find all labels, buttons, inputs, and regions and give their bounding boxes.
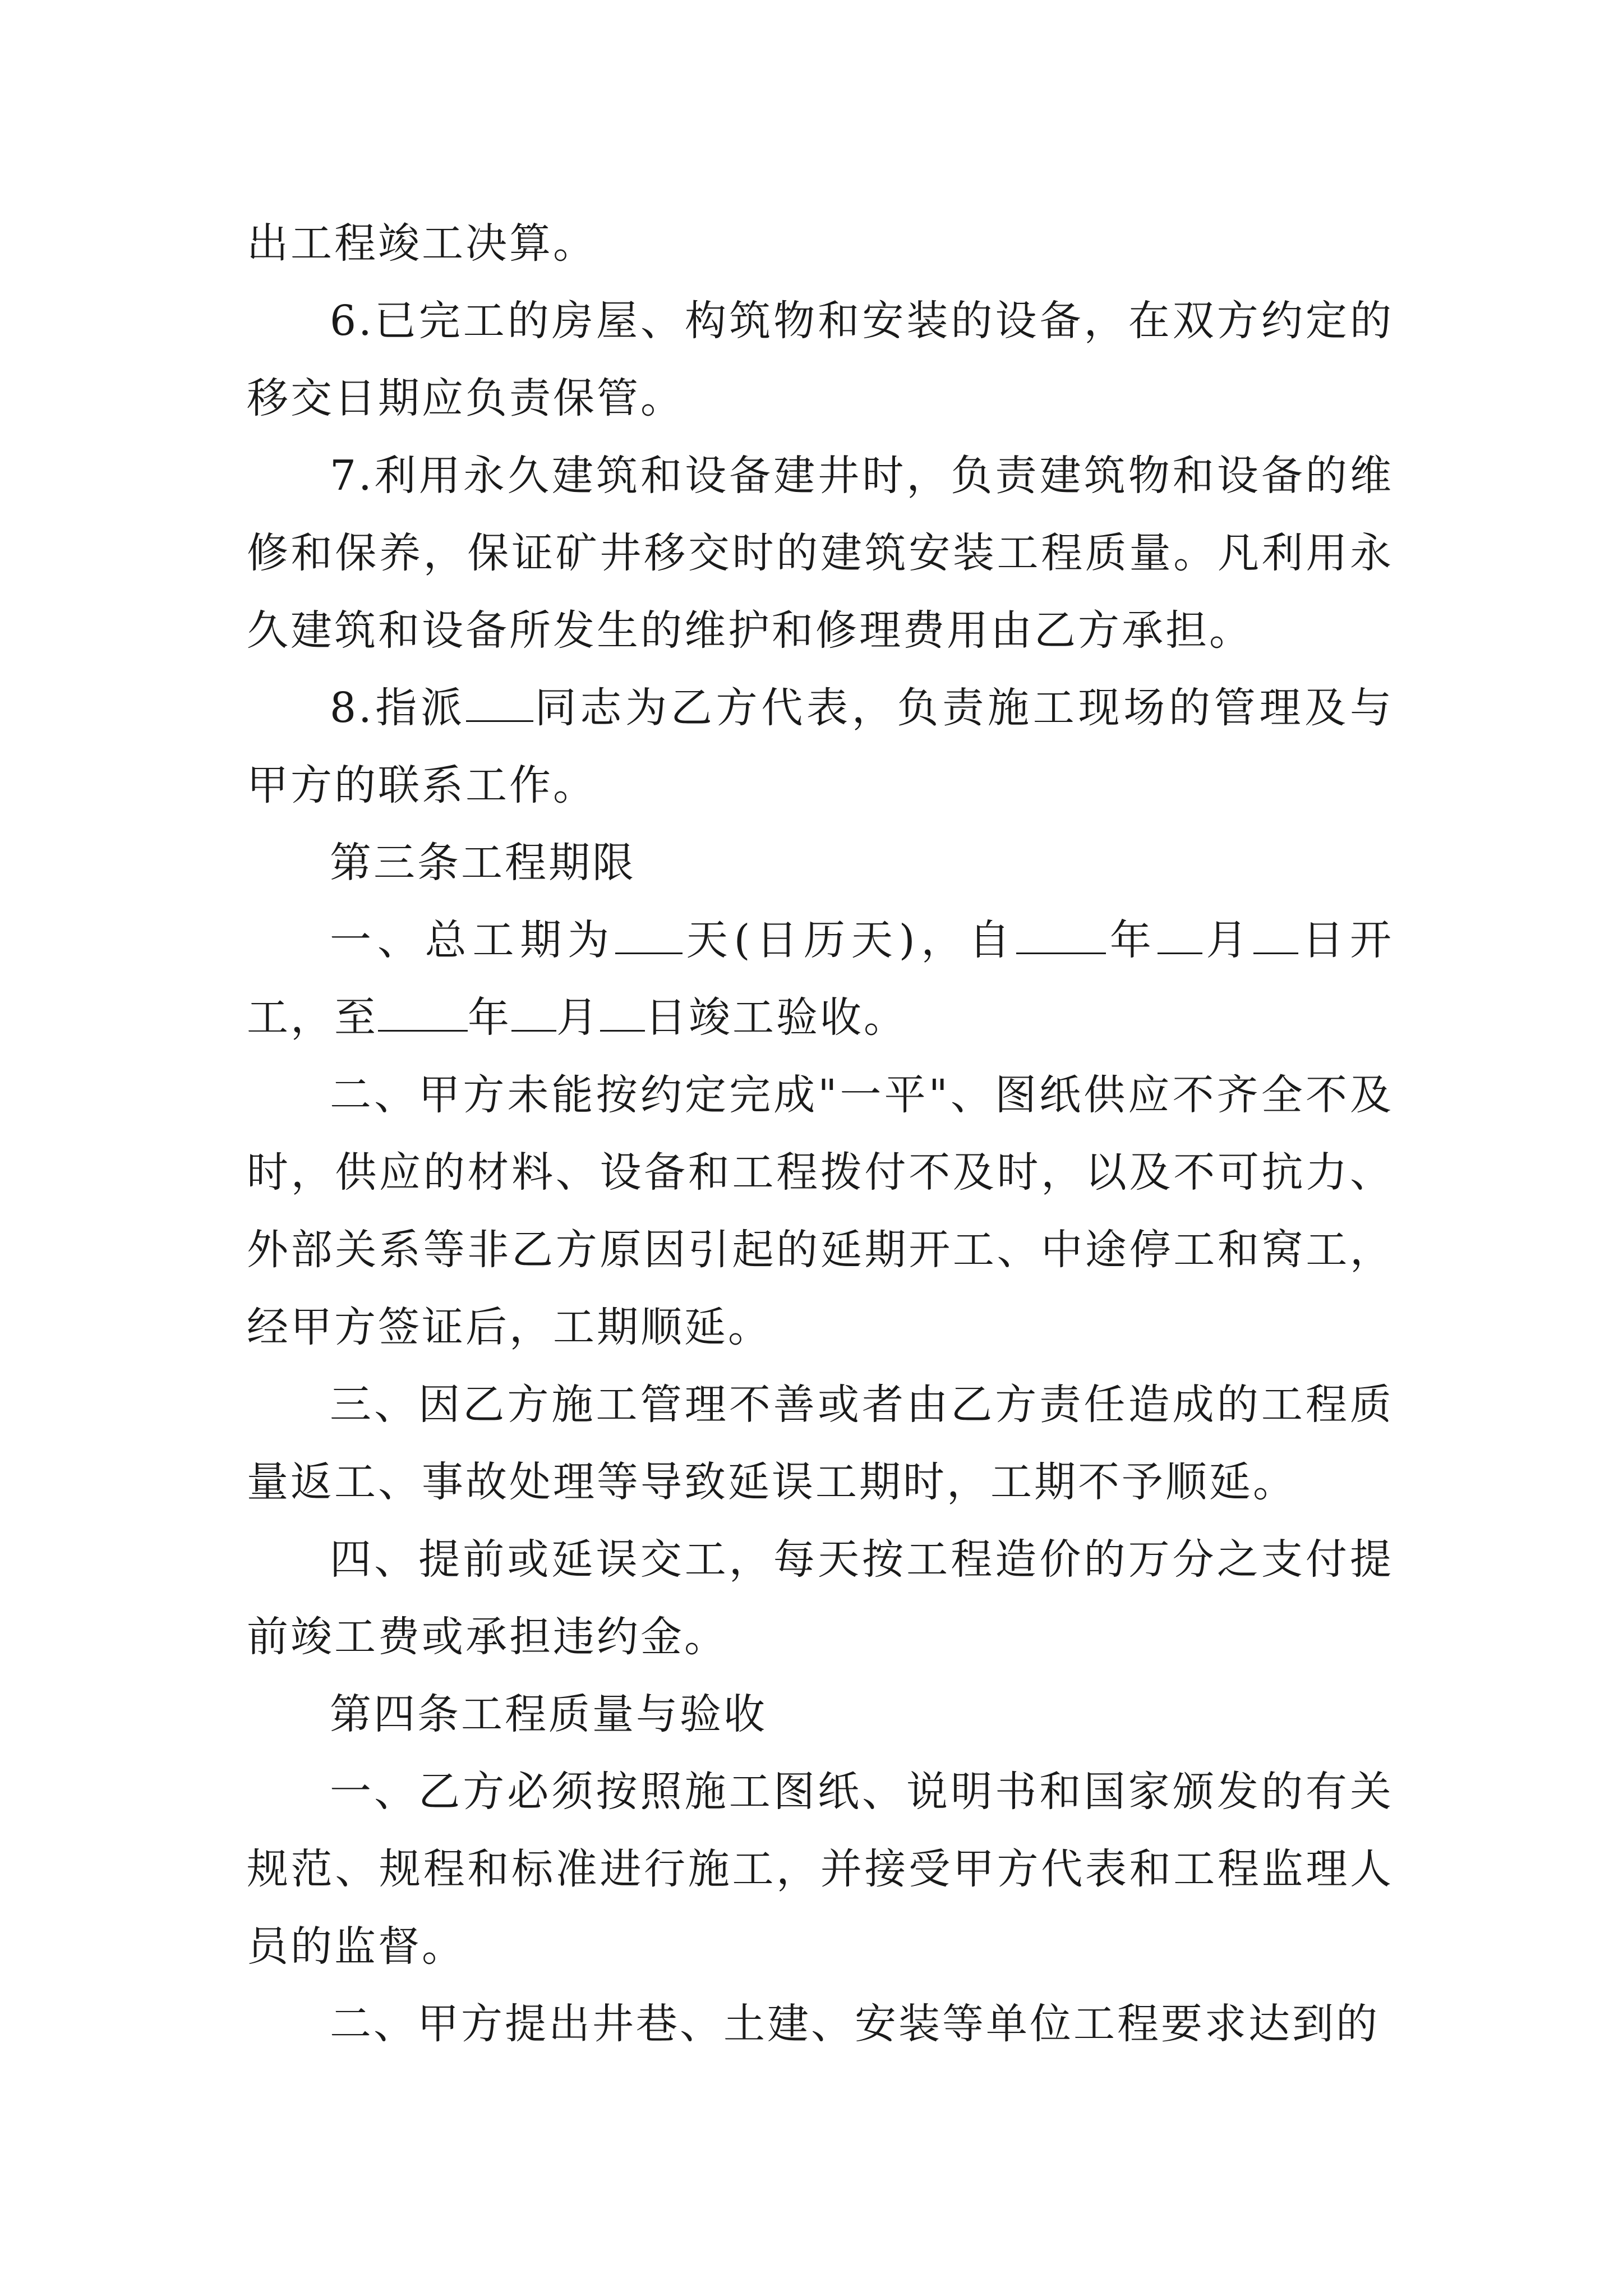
duration-text-4: 月 (1202, 916, 1254, 964)
duration-text-3: 年 (1106, 916, 1158, 964)
blank-end-month (511, 991, 556, 1032)
duration-text-5: 日开工，至 (247, 916, 1394, 1042)
paragraph-construction-standards: 一、乙方必须按照施工图纸、说明书和国家颁发的有关规范、规程和标准进行施工，并接受甲方代表和工程监理人员的监督。 (247, 1768, 1394, 1971)
blank-total-days (615, 913, 683, 954)
blank-start-day (1253, 913, 1298, 954)
paragraph-quality-requirements: 二、甲方提出井巷、土建、安装等单位工程要求达到的 (330, 2000, 1380, 2048)
document-body (247, 205, 1394, 2063)
paragraph-item-6: 6.已完工的房屋、构筑物和安装的设备，在双方约定的移交日期应负责保管。 (247, 297, 1394, 422)
blank-start-year (1016, 913, 1106, 954)
blank-start-month (1158, 913, 1202, 954)
paragraph-duration (247, 901, 1394, 1056)
paragraph-item-8 (247, 669, 1394, 824)
paragraph-no-extension: 三、因乙方施工管理不善或者由乙方责任造成的工程质量返工、事故处理等导致延误工期时，工期不予顺延。 (247, 1381, 1394, 1506)
section-heading-article-3: 第三条工程期限 (330, 839, 636, 887)
duration-text-7: 月 (556, 993, 600, 1042)
paragraph-item-8-end: 同志为乙方代表，负责施工现场的管理及与甲方的联系工作。 (247, 684, 1394, 809)
duration-text-8: 日竣工验收。 (645, 993, 907, 1042)
duration-text-1: 一、总工期为 (330, 916, 615, 964)
blank-representative-name (466, 681, 533, 722)
duration-text-2: 天(日历天)，自 (682, 916, 1017, 964)
paragraph-1: 出工程竣工决算。 (247, 219, 597, 268)
blank-end-day (600, 991, 645, 1032)
paragraph-delay-extension: 二、甲方未能按约定完成"一平"、图纸供应不齐全不及时，供应的材料、设备和工程拨付不及时，以及不可抗力、外部关系等非乙方原因引起的延期开工、中途停工和窝工，经甲方签证后，工期顺延。 (247, 1071, 1394, 1351)
duration-text-6: 年 (468, 993, 511, 1042)
paragraph-early-late-fee: 四、提前或延误交工，每天按工程造价的万分之支付提前竣工费或承担违约金。 (247, 1535, 1394, 1661)
section-heading-article-4: 第四条工程质量与验收 (330, 1690, 767, 1738)
paragraph-item-8-start: 8.指派 (330, 684, 466, 732)
paragraph-item-7: 7.利用永久建筑和设备建井时，负责建筑物和设备的维修和保养，保证矿井移交时的建筑安装工程质量。凡利用永久建筑和设备所发生的维护和修理费用由乙方承担。 (247, 452, 1394, 655)
blank-end-year (378, 991, 468, 1032)
